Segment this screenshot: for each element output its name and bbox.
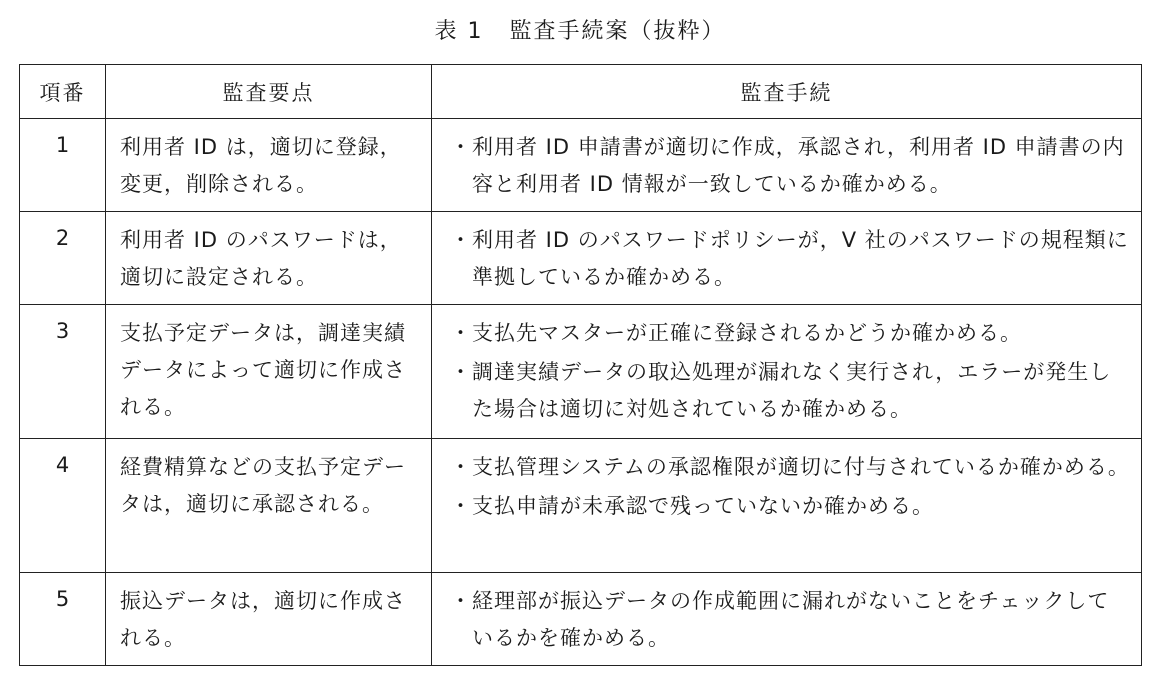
bullet-mark: ・ — [450, 494, 472, 518]
procedure-item — [450, 488, 1131, 525]
header-audit-procedure: 監査手続 — [432, 65, 1142, 119]
audit-procedure — [432, 212, 1142, 305]
bullet-mark: ・ — [450, 360, 472, 384]
table-row — [20, 305, 1142, 439]
table-caption — [0, 14, 1160, 45]
audit-procedure-table — [19, 64, 1142, 666]
procedure-item — [450, 315, 1131, 352]
row-number: 1 — [20, 119, 106, 212]
audit-point: 利用者 ID のパスワードは，適切に設定される。 — [106, 212, 432, 305]
table-number: 表 1 — [434, 19, 484, 44]
table-row — [20, 212, 1142, 305]
procedure-text: 調達実績データの取込処理が漏れなく実行され，エラーが発生した場合は適切に対処されているか確かめる。 — [472, 360, 1112, 421]
header-row — [20, 65, 1142, 119]
bullet-mark: ・ — [450, 135, 472, 159]
procedure-text: 支払申請が未承認で残っていないか確かめる。 — [472, 494, 934, 518]
audit-procedure — [432, 439, 1142, 573]
table-row — [20, 439, 1142, 573]
row-number: 4 — [20, 439, 106, 573]
procedure-text: 利用者 ID 申請書が適切に作成，承認され，利用者 ID 申請書の内容と利用者 ID 情報が一致しているか確かめる。 — [472, 135, 1125, 196]
audit-procedure — [432, 573, 1142, 666]
header-audit-point: 監査要点 — [106, 65, 432, 119]
audit-point: 経費精算などの支払予定データは，適切に承認される。 — [106, 439, 432, 573]
audit-point: 振込データは，適切に作成される。 — [106, 573, 432, 666]
procedure-text: 支払管理システムの承認権限が適切に付与されているか確かめる。 — [472, 455, 1130, 479]
procedure-text: 経理部が振込データの作成範囲に漏れがないことをチェックしているかを確かめる。 — [472, 589, 1110, 650]
bullet-mark: ・ — [450, 455, 472, 479]
bullet-mark: ・ — [450, 589, 472, 613]
procedure-text: 支払先マスターが正確に登録されるかどうか確かめる。 — [472, 321, 1022, 345]
bullet-mark: ・ — [450, 321, 472, 345]
row-number: 5 — [20, 573, 106, 666]
row-number: 2 — [20, 212, 106, 305]
table-row — [20, 573, 1142, 666]
table-title: 監査手続案（抜粋） — [509, 19, 726, 44]
bullet-mark: ・ — [450, 228, 472, 252]
header-no: 項番 — [20, 65, 106, 119]
procedure-text: 利用者 ID のパスワードポリシーが，V 社のパスワードの規程類に準拠しているか確かめる。 — [472, 228, 1129, 289]
procedure-item — [450, 129, 1131, 203]
procedure-item — [450, 583, 1131, 657]
procedure-item — [450, 449, 1131, 486]
procedure-item — [450, 222, 1131, 296]
audit-point: 支払予定データは，調達実績データによって適切に作成される。 — [106, 305, 432, 439]
audit-point: 利用者 ID は，適切に登録，変更，削除される。 — [106, 119, 432, 212]
audit-procedure — [432, 119, 1142, 212]
audit-procedure — [432, 305, 1142, 439]
row-number: 3 — [20, 305, 106, 439]
table-row — [20, 119, 1142, 212]
procedure-item — [450, 354, 1131, 428]
